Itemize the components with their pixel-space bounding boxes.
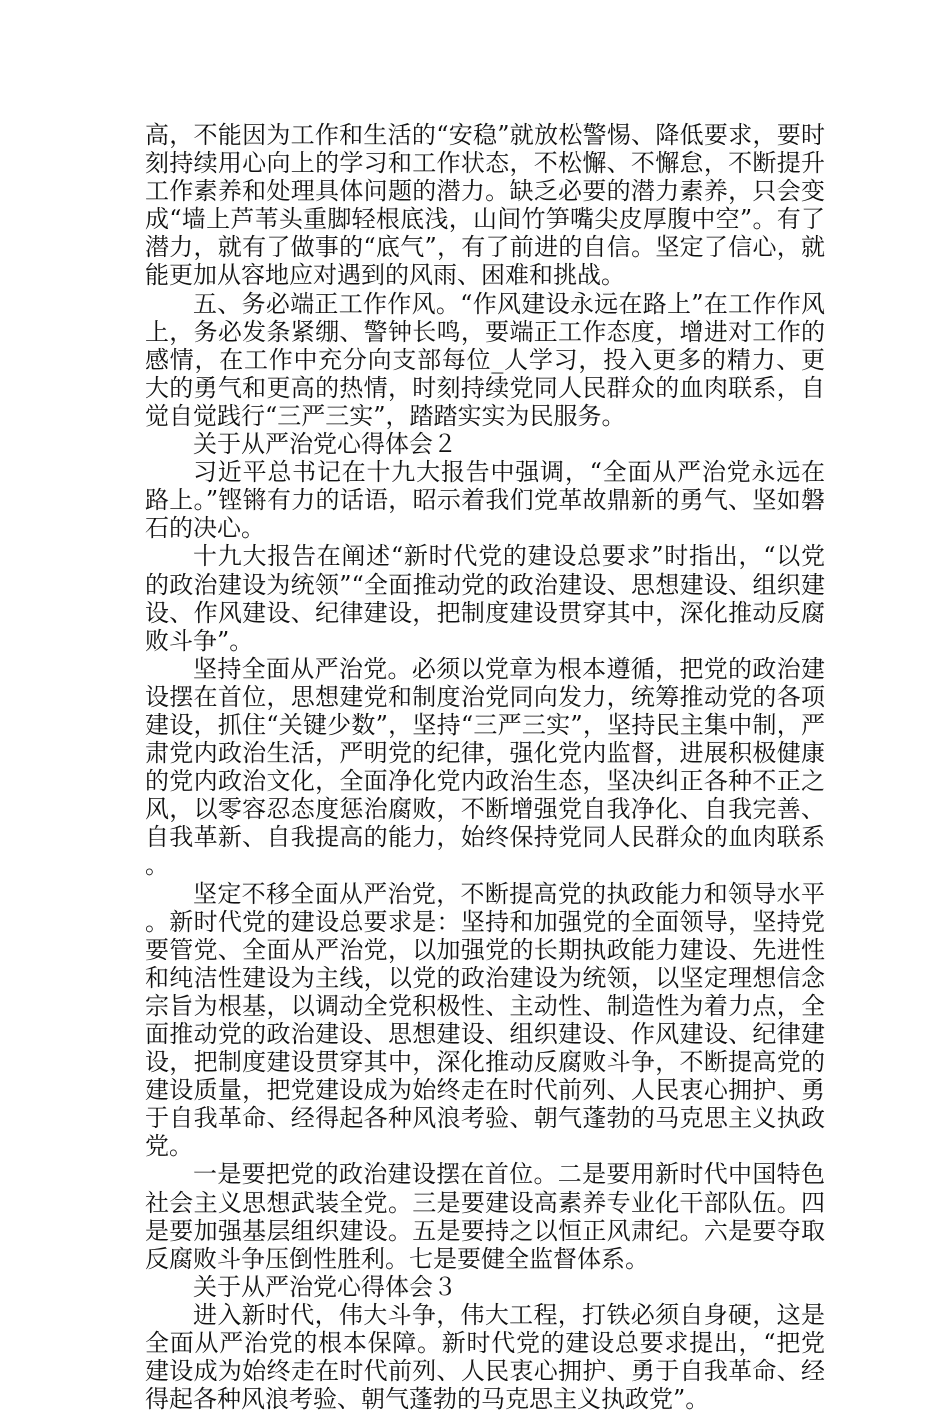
paragraph-new-era: 进入新时代，伟大斗争，伟大工程，打铁必须自身硬，这是全面从严治党的根本保障。新时代党的建设总要求提出，“把党建设成为始终走在时代前列、人民衷心拥护、勇于自我革命、经得起各种风浪考验、朝气蓬勃的马克思主义执政党”。 — [145, 1300, 825, 1413]
section-heading-2: 关于从严治党心得体会２ — [193, 430, 457, 459]
paragraph-continuation: 高，不能因为工作和生活的“安稳”就放松警惕、降低要求，要时刻持续用心向上的学习和工作状态，不松懈、不懈怠，不断提升工作素养和处理具体问题的潜力。缺乏必要的潜力素养，只会变成“墙上芦苇头重脚轻根底浅，山间竹笋嘴尖皮厚腹中空”。有了潜力，就有了做事的“底气”，有了前进的自信。坚定了信心，就能更加从容地应对遇到的风雨、困难和挑战。 — [145, 121, 825, 290]
paragraph-governing-capacity: 坚定不移全面从严治党，不断提高党的执政能力和领导水平。新时代党的建设总要求是：坚持和加强党的全面领导，坚持党要管党、全面从严治党，以加强党的长期执政能力建设、先进性和纯洁性建设为主线，以党的政治建设为统领，以坚定理想信念宗旨为根基，以调动全党积极性、主动性、制造性为着力点，全面推动党的政治建设、思想建设、组织建设、作风建设、纪律建设，把制度建设贯穿其中，深化推动反腐败斗争，不断提高党的建设质量，把党建设成为始终走在时代前列、人民衷心拥护、勇于自我革命、经得起各种风浪考验、朝气蓬勃的马克思主义执政党。 — [145, 879, 825, 1161]
paragraph-strict-governance: 坚持全面从严治党。必须以党章为根本遵循，把党的政治建设摆在首位，思想建党和制度治党同向发力，统筹推动党的各项建设，抓住“关键少数”，坚持“三严三实”，坚持民主集中制，严肃党内政治生活，严明党的纪律，强化党内监督，进展积极健康的党内政治文化，全面净化党内政治生态，坚决纠正各种不正之风，以零容忍态度惩治腐败，不断增强党自我净化、自我完善、自我革新、自我提高的能力，始终保持党同人民群众的血肉联系。 — [145, 654, 825, 880]
paragraph-19th-report: 十九大报告在阐述“新时代党的建设总要求”时指出，“以党的政治建设为统领”“全面推动党的政治建设、思想建设、组织建设、作风建设、纪律建设，把制度建设贯穿其中，深化推动反腐败斗争”。 — [145, 542, 825, 655]
paragraph-xi-quote: 习近平总书记在十九大报告中强调，“全面从严治党永远在路上。”铿锵有力的话语，昭示着我们党革故鼎新的勇气、坚如磐石的决心。 — [145, 458, 825, 543]
paragraph-work-style: 五、务必端正工作作风。“作风建设永远在路上”在工作作风上，务必发条紧绷、警钟长鸣，要端正工作态度，增进对工作的感情，在工作中充分向支部每位_人学习，投入更多的精力、更大的勇气和更高的热情，时刻持续党同人民群众的血肉联系，自觉自觉践行“三严三实”，踏踏实实为民服务。 — [145, 289, 825, 430]
section-heading-3: 关于从严治党心得体会３ — [193, 1272, 457, 1301]
document-page — [145, 121, 825, 1413]
paragraph-seven-points: 一是要把党的政治建设摆在首位。二是要用新时代中国特色社会主义思想武装全党。三是要建设高素养专业化干部队伍。四是要加强基层组织建设。五是要持之以恒正风肃纪。六是要夺取反腐败斗争压倒性胜利。七是要健全监督体系。 — [145, 1160, 825, 1273]
